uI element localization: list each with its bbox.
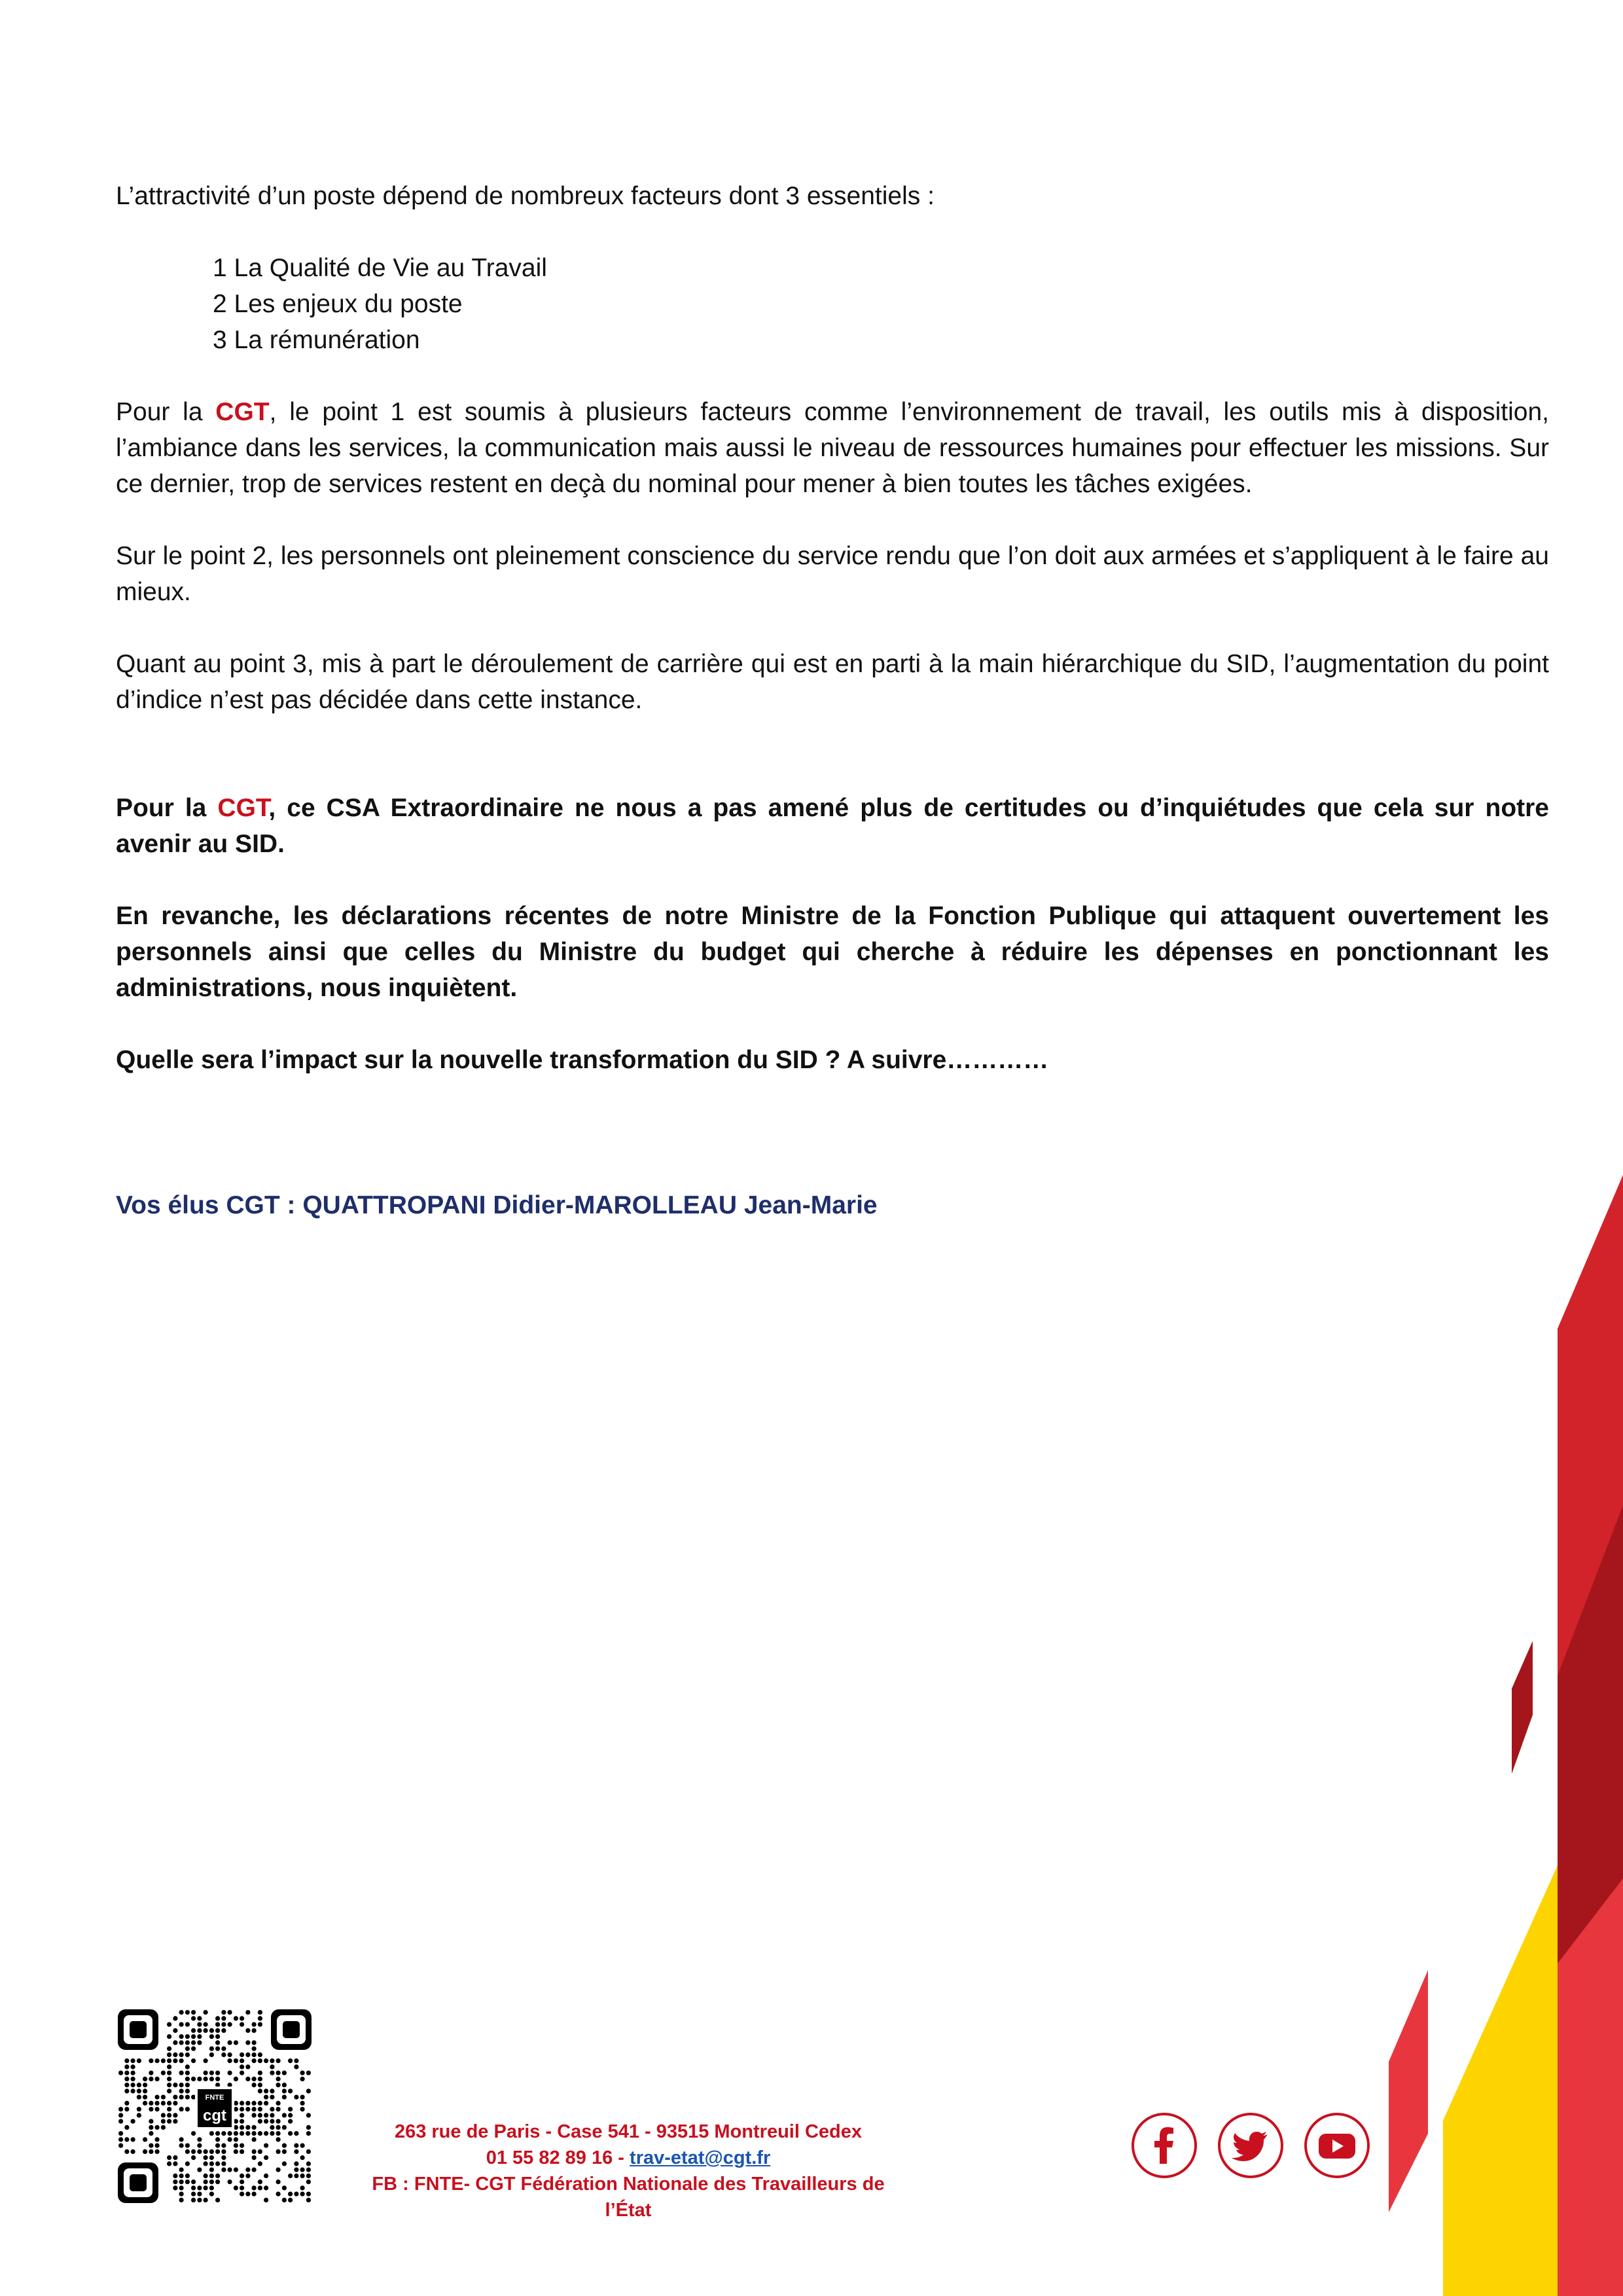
factors-list — [213, 250, 1549, 358]
footer-contact — [366, 2119, 890, 2223]
cgt-mention: CGT — [215, 398, 270, 426]
bold-paragraph-ministers: En revanche, les déclarations récentes de notre Ministre de la Fonction Publique qui attaquent ouvertement les personnels ainsi que celles du Ministre du budget qui cherche à réduire les dépenses en ponctionnant les administrations, nous inquiètent. — [116, 902, 1549, 1002]
twitter-icon[interactable] — [1217, 2111, 1285, 2179]
footer-phone-line — [366, 2145, 890, 2171]
bold1-prefix: Pour la — [116, 794, 218, 822]
qr-code-graphic — [118, 2009, 312, 2203]
para1-prefix: Pour la — [116, 398, 216, 426]
para1-text: , le point 1 est soumis à plusieurs facteurs comme l’environnement de travail, les outils mis à disposition, l’ambiance dans les services, la communication mais aussi le niveau de ressources humaines pour effectuer les missions. Sur ce dernier, trop de services restent en deçà du nominal pour mener à bien toutes les tâches exigées. — [116, 398, 1550, 498]
bold-paragraph-csa — [116, 790, 1549, 862]
bold1-text: , ce CSA Extraordinaire ne nous a pas amené plus de certitudes ou d’inquiétudes que cela sur notre avenir au SID. — [116, 794, 1549, 858]
paragraph-point-1 — [116, 394, 1549, 502]
youtube-icon[interactable] — [1303, 2111, 1371, 2179]
qr-logo-top: FNTE — [205, 2094, 224, 2102]
paragraph-point-3: Quant au point 3, mis à part le déroulement de carrière qui est en parti à la main hiérarchique du SID, l’augmentation du point d’indice n’est pas décidée dans cette instance. — [116, 650, 1549, 714]
intro-paragraph: L’attractivité d’un poste dépend de nombreux facteurs dont 3 essentiels : — [116, 182, 935, 210]
footer-address-line: 263 rue de Paris - Case 541 - 93515 Montreuil Cedex — [394, 2121, 863, 2142]
paragraph-point-2: Sur le point 2, les personnels ont pleinement conscience du service rendu que l’on doit aux armées et s’appliquent à le faire au mieux. — [116, 542, 1549, 606]
cgt-mention: CGT — [217, 794, 269, 822]
factor-item: 3 La rémunération — [213, 326, 420, 354]
footer-fb-line: FB : FNTE- CGT Fédération Nationale des Travailleurs de l’État — [372, 2174, 885, 2221]
factor-item: 1 La Qualité de Vie au Travail — [213, 254, 547, 282]
signature-line: Vos élus CGT : QUATTROPANI Didier-MAROLLEAU Jean-Marie — [116, 1191, 878, 1219]
footer-phone: 01 55 82 89 16 - — [486, 2147, 630, 2168]
qr-code[interactable] — [118, 2009, 312, 2203]
qr-logo-bottom: cgt — [203, 2107, 226, 2125]
bold-paragraph-question: Quelle sera l’impact sur la nouvelle transformation du SID ? A suivre………… — [116, 1046, 1049, 1074]
email-link[interactable]: trav-etat@cgt.fr — [630, 2147, 771, 2168]
factor-item: 2 Les enjeux du poste — [213, 290, 463, 318]
document-body — [116, 178, 1549, 1078]
facebook-icon[interactable] — [1130, 2111, 1198, 2179]
